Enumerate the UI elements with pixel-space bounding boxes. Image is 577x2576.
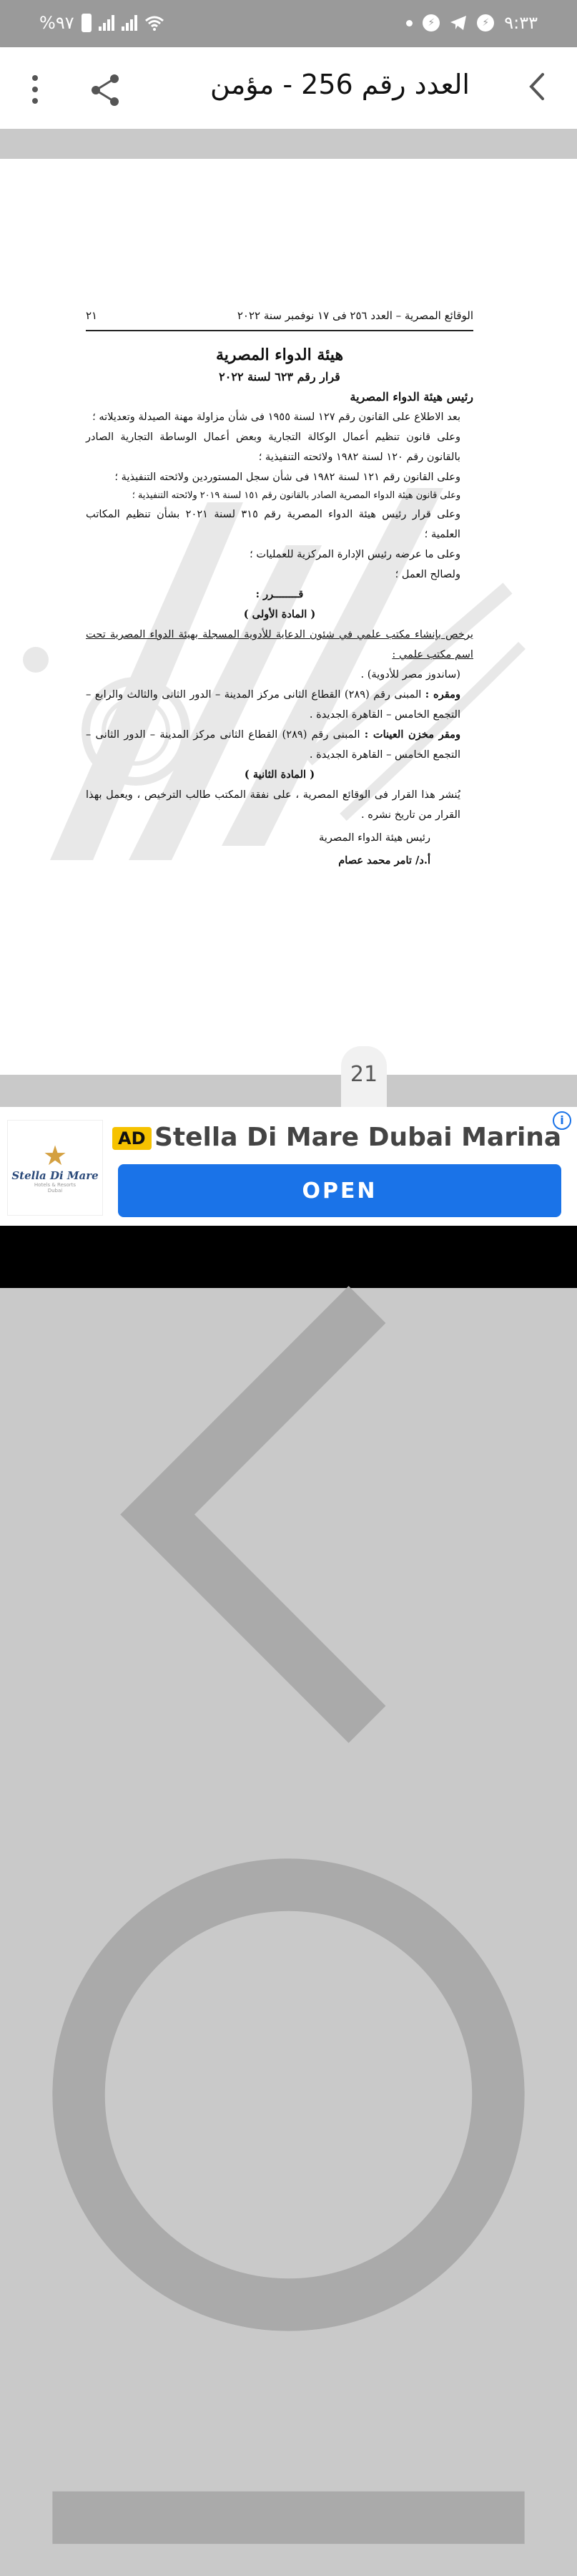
battery-percent: %٩٧ [39,13,74,33]
logo-tagline: Hotels & Resorts [34,1182,77,1188]
app-toolbar [0,47,577,129]
document-text [86,306,473,871]
header-page-number: ٢١ [86,309,98,322]
star-icon: ★ [42,1140,68,1171]
nav-recents-icon[interactable] [0,2386,577,2576]
messenger-icon-2: ⚡ [477,14,494,31]
preamble-clause: وعلى قانون هيئة الدواء المصرية الصادر بالقانون رقم ١٥١ لسنة ٢٠١٩ ولائحته التنفيذية ؛ [132,490,460,501]
pdf-viewer[interactable] [0,129,577,1107]
nav-back-icon[interactable] [0,1226,577,1803]
notification-dot-icon [406,20,413,26]
status-bar [0,0,577,47]
nav-home-icon[interactable] [0,1806,577,2384]
more-options-icon[interactable] [26,73,44,106]
issuer-title: رئيس هيئة الدواء المصرية [350,390,473,404]
decree-number: قرار رقم ٦٢٣ لسنة ٢٠٢٢ [219,370,340,384]
document-header [86,306,473,331]
preamble-clause: ولصالح العمل ؛ [395,568,460,580]
telegram-icon [450,15,467,31]
back-icon[interactable] [520,69,556,104]
ad-headline[interactable]: Stella Di Mare Dubai Marina [154,1123,562,1152]
office-name: (ساندوز مصر للأدوية) . [360,668,460,680]
preamble-clause: وعلى قرار رئيس هيئة الدواء المصرية رقم ٣١٥ لسنة ٢٠٢١ بشأن تنظيم المكاتب العلمية ؛ [86,508,460,540]
page-indicator: 21 [341,1046,387,1108]
status-left [39,13,164,33]
signer-name: أ.د/ تامر محمد عصام [338,854,430,867]
advertiser-logo[interactable] [7,1120,103,1216]
preamble-clause: وعلى القانون رقم ١٢١ لسنة ١٩٨٢ فى شأن سجل المستوردين ولائحته التنفيذية ؛ [114,471,460,483]
pdf-page[interactable] [0,159,577,1075]
ad-open-button[interactable]: OPEN [118,1164,561,1217]
battery-icon [82,14,92,32]
ad-info-icon[interactable]: i [553,1111,571,1130]
messenger-icon: ⚡ [423,14,440,31]
preamble-clause: وعلى ما عرضه رئيس الإدارة المركزية للعمليات ؛ [250,548,460,560]
article-2-text: يُنشر هذا القرار فى الوقائع المصرية ، على نفقة المكتب طالب الترخيص ، ويعمل بهذا القرار من تاريخ نشره . [86,789,460,821]
logo-city: Dubai [47,1188,63,1194]
wifi-icon [144,15,164,31]
article-2-title: ( المادة الثانية ) [244,769,315,781]
headquarters-label: ومقره : [425,688,461,701]
share-icon[interactable] [87,72,124,109]
status-right [406,13,538,33]
signer-title: رئيس هيئة الدواء المصرية [318,831,430,844]
article-1-text: يرخص بإنشاء مكتب علمي في شئون الدعاية للأدوية المسجلة بهيئة الدواء المصرية تحت اسم مكتب علمي : [86,628,473,660]
ad-badge: AD [112,1127,152,1150]
signal-icon-2 [122,15,137,31]
logo-brand: Stella Di Mare [11,1169,99,1182]
decides-heading: قــــــــرر : [255,588,304,600]
article-1-title: ( المادة الأولى ) [243,608,316,620]
page-title: العدد رقم 256 - مؤمن [210,69,470,100]
headquarters-text: المبنى رقم (٢٨٩) القطاع الثانى مركز المدينة – الدور الثانى والثالث والرابع – التجمع الخامس – القاهرة الجديدة . [86,688,460,721]
samples-store-text: المبنى رقم (٢٨٩) القطاع الثانى مركز المدينة – الدور الثانى – التجمع الخامس – القاهرة الجديدة . [86,728,460,761]
clock: ٩:٣٣ [504,13,538,33]
system-nav-bar [0,1226,577,1288]
preamble-clause: وعلى قانون تنظيم أعمال الوكالة التجارية وبعض أعمال الوساطة التجارية الصادر بالقانون رقم ١٢٠ لسنة ١٩٨٢ ولائحته التنفيذية ؛ [86,431,460,463]
ad-banner[interactable] [0,1107,577,1226]
signal-icon [99,15,114,31]
samples-store-label: ومقر مخزن العينات : [364,728,461,741]
header-source: الوقائع المصرية – العدد ٢٥٦ فى ١٧ نوفمبر سنة ٢٠٢٢ [237,309,473,322]
headquarters-clause [86,685,473,725]
preamble-clause: بعد الاطلاع على القانون رقم ١٢٧ لسنة ١٩٥٥ فى شأن مزاولة مهنة الصيدلة وتعديلاته ؛ [92,411,460,423]
samples-store-clause [86,725,473,765]
authority-title: هيئة الدواء المصرية [215,346,344,364]
